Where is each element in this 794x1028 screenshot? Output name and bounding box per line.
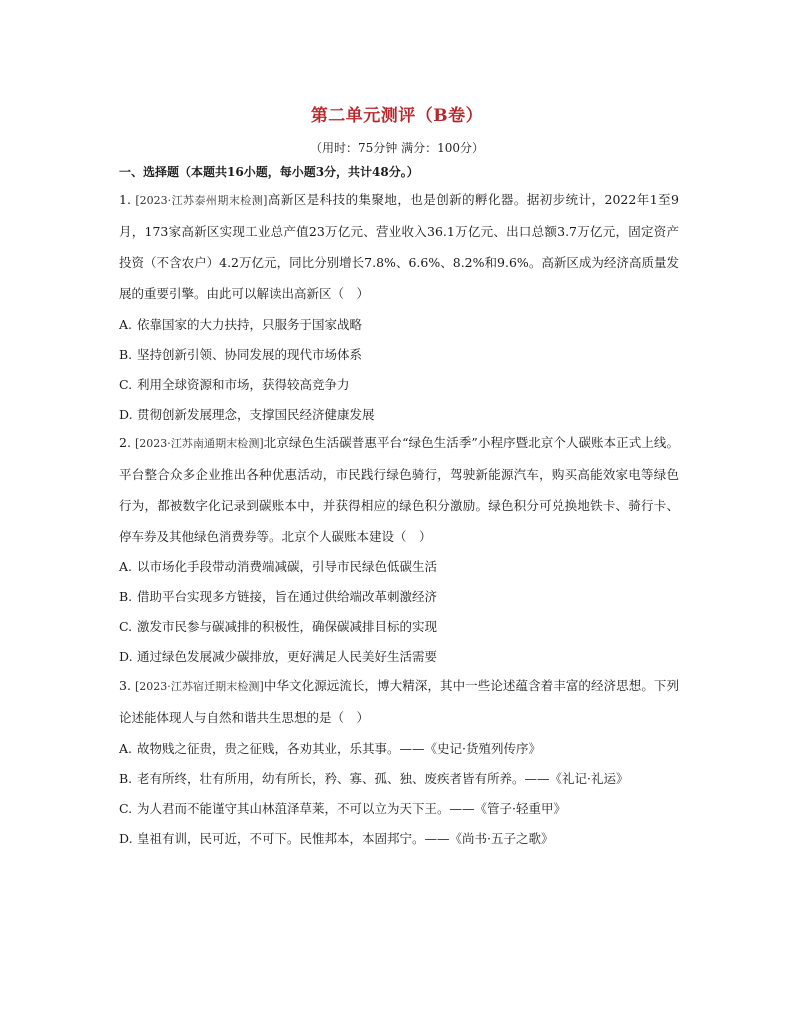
question-3-option-b [119, 769, 679, 787]
option-text: 坚持创新引领、协同发展的现代市场体系 [137, 347, 363, 362]
option-text: 皇祖有训，民可近，不可下。民惟邦本，本固邦宁。——《尚书·五子之歌》 [137, 831, 554, 846]
question-text: 中华文化源远流长，博大精深，其中一些论述蕴含着丰富的经济思想。下列论述能体现人与自然和谐共生思想的是（ ） [119, 678, 679, 725]
option-text: 利用全球资源和市场，获得较高竞争力 [137, 377, 350, 392]
question-2-stem [119, 427, 679, 552]
question-2-option-d [119, 647, 679, 665]
question-source: [2023·江苏南通期末检测] [134, 437, 264, 450]
question-3-stem [119, 670, 679, 733]
question-text: 高新区是科技的集聚地，也是创新的孵化器。据初步统计，2022年1至9月，173家高新区实现工业总产值23万亿元、营业收入36.1万亿元、出口总额3.7万亿元，固定资产投资（不含农户）4.2万亿元，同比分别增长7.8%、6.6%、8.2%和9.6%。高新区成为经济高质量发展的重要引擎。由此可以解读出高新区（ ） [119, 192, 679, 301]
question-number: 3. [119, 678, 131, 693]
option-letter: B. [119, 589, 133, 604]
question-1-option-b [119, 345, 679, 363]
option-text: 借助平台实现多方链接，旨在通过供给端改革刺激经济 [137, 589, 438, 604]
option-text: 老有所终，壮有所用，幼有所长，矜、寡、孤、独、废疾者皆有所养。——《礼记·礼运》 [137, 771, 629, 786]
option-letter: A. [119, 317, 133, 332]
option-letter: A. [119, 741, 133, 756]
option-letter: C. [119, 619, 133, 634]
option-text: 通过绿色发展减少碳排放，更好满足人民美好生活需要 [137, 649, 438, 664]
option-letter: D. [119, 831, 133, 846]
exam-time-score: （用时：75分钟 满分：100分） [310, 141, 484, 155]
option-letter: D. [119, 649, 133, 664]
option-text: 为人君而不能谨守其山林菹泽草莱，不可以立为天下王。——《管子·轻重甲》 [137, 801, 566, 816]
question-1-stem [119, 184, 679, 309]
question-source: [2023·江苏宿迁期末检测] [135, 680, 264, 693]
section-heading: 一、选择题（本题共16小题，每小题3分，共计48分。） [119, 165, 419, 179]
option-text: 故物贱之征贵，贵之征贱，各劝其业，乐其事。——《史记·货殖列传序》 [137, 741, 541, 756]
option-text: 依靠国家的大力扶持，只服务于国家战略 [137, 317, 363, 332]
option-letter: C. [119, 801, 133, 816]
question-2-option-b [119, 587, 679, 605]
question-3-option-a [119, 739, 679, 757]
question-source: [2023·江苏泰州期末检测] [135, 194, 268, 207]
option-letter: B. [119, 771, 133, 786]
question-1-option-d [119, 405, 679, 423]
option-text: 激发市民参与碳减排的积极性，确保碳减排目标的实现 [137, 619, 438, 634]
option-letter: D. [119, 407, 133, 422]
option-text: 贯彻创新发展理念，支撑国民经济健康发展 [137, 407, 375, 422]
question-number: 1. [119, 192, 131, 207]
question-text: 北京绿色生活碳普惠平台“绿色生活季”小程序暨北京个人碳账本正式上线。平台整合众多企业推出各种优惠活动，市民践行绿色骑行，驾驶新能源汽车，购买高能效家电等绿色行为，都被数字化记录到碳账本中，并获得相应的绿色积分激励。绿色积分可兑换地铁卡、骑行卡、停车券及其他绿色消费券等。北京个人碳账本建设（ ） [119, 435, 679, 544]
question-1-option-a [119, 315, 679, 333]
question-2-option-c [119, 617, 679, 635]
option-letter: B. [119, 347, 133, 362]
question-3-option-c [119, 799, 679, 817]
question-number: 2. [119, 435, 131, 450]
option-text: 以市场化手段带动消费端减碳，引导市民绿色低碳生活 [137, 559, 438, 574]
page-title: 第二单元测评（B卷） [310, 106, 484, 126]
question-1-option-c [119, 375, 679, 393]
question-3-option-d [119, 829, 679, 847]
question-2-option-a [119, 557, 679, 575]
option-letter: C. [119, 377, 133, 392]
option-letter: A. [119, 559, 133, 574]
